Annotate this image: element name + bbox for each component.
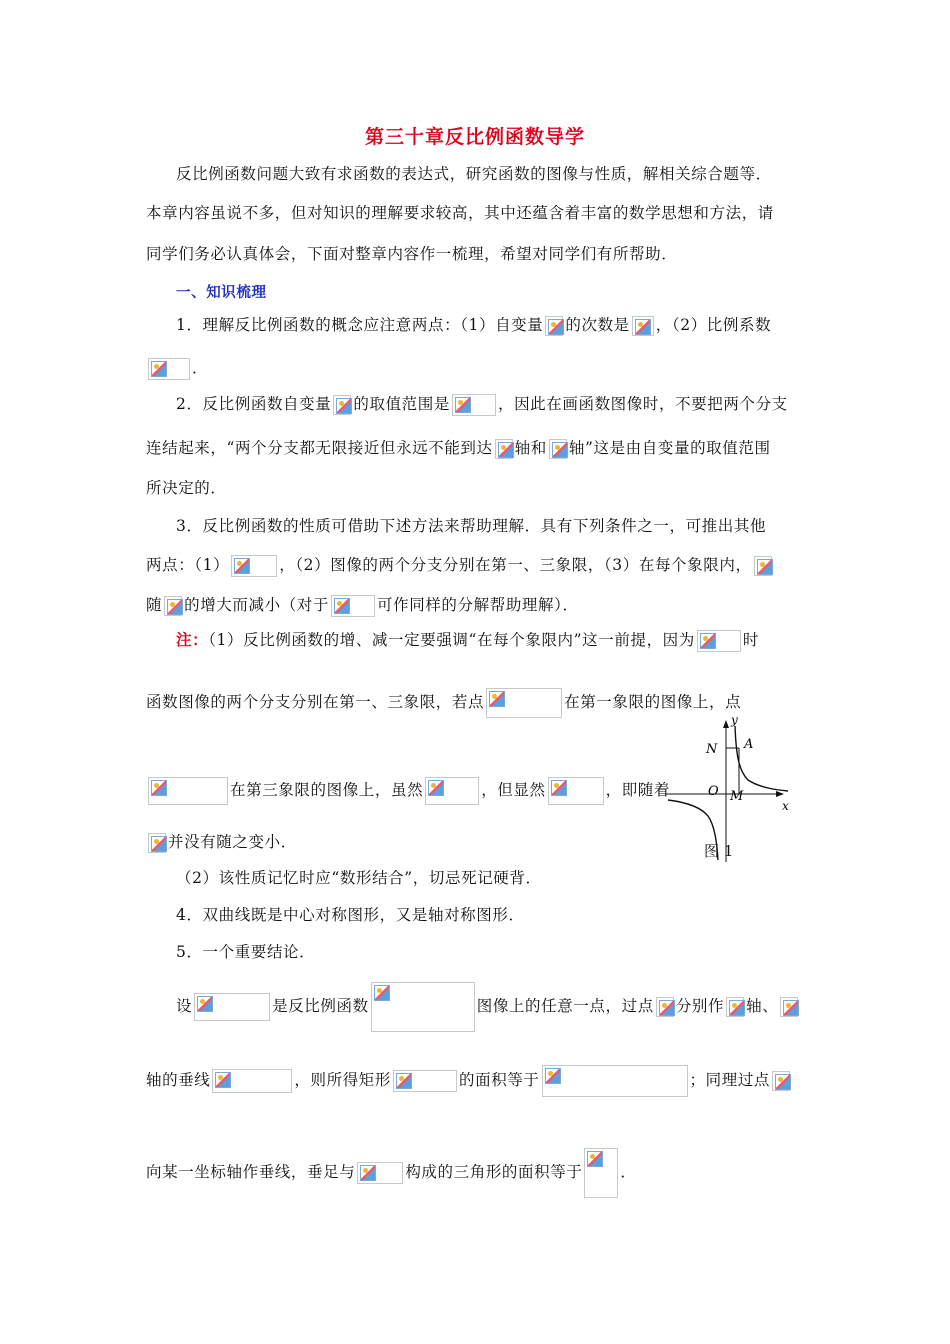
text-run: 构成的三角形的面积等于 bbox=[405, 1163, 583, 1181]
text-run: ，（2）图像的两个分支分别在第一、三象限，（3）在每个象限内， bbox=[279, 556, 752, 574]
note-line-2 bbox=[146, 686, 741, 718]
item-5-detail-line-3 bbox=[146, 1148, 637, 1180]
formula-image-inequality-x bbox=[425, 777, 479, 805]
image-placeholder-icon bbox=[197, 996, 213, 1012]
formula-image-x bbox=[164, 596, 182, 616]
formula-image-area-k bbox=[542, 1065, 688, 1097]
image-placeholder-icon bbox=[729, 1000, 745, 1016]
image-placeholder-icon bbox=[428, 780, 444, 796]
item-1-line-1 bbox=[176, 309, 771, 341]
image-placeholder-icon bbox=[775, 1074, 791, 1090]
formula-image-x bbox=[545, 316, 563, 336]
formula-image-perpendiculars bbox=[212, 1069, 292, 1093]
text-run: 在第三象限的图像上，虽然 bbox=[230, 781, 424, 799]
text-run: 轴的垂线 bbox=[146, 1071, 211, 1089]
formula-image-point-b bbox=[148, 777, 228, 805]
item-1-line-2 bbox=[146, 352, 208, 384]
formula-image-rectangle bbox=[393, 1070, 457, 1092]
text-run: 轴”这是由自变量的取值范围 bbox=[568, 439, 771, 457]
text-run: ，即随着 bbox=[605, 781, 671, 799]
x-axis-label: x bbox=[782, 799, 789, 813]
image-placeholder-icon bbox=[635, 319, 651, 335]
text-run: 并没有随之变小． bbox=[168, 833, 297, 851]
text-run: 的面积等于 bbox=[459, 1071, 540, 1089]
text-run: 随 bbox=[146, 596, 163, 614]
formula-image-x-axis bbox=[495, 439, 513, 459]
note-2-line: （2）该性质记忆时应“数形结合”，切忌死记硬背． bbox=[176, 869, 542, 887]
text-run: 函数图像的两个分支分别在第一、三象限，若点 bbox=[146, 693, 485, 711]
item-3-line-3 bbox=[146, 589, 579, 621]
hyperbola-branch-first-quadrant bbox=[735, 726, 788, 791]
image-placeholder-icon bbox=[548, 319, 564, 335]
image-placeholder-icon bbox=[234, 558, 250, 574]
text-run: 2．反比例函数自变量 bbox=[176, 395, 332, 413]
image-placeholder-icon bbox=[545, 1068, 561, 1084]
text-run: 轴、 bbox=[746, 997, 779, 1015]
formula-image-segment bbox=[357, 1162, 403, 1184]
point-m-label: M bbox=[730, 789, 744, 804]
formula-image-k-positive bbox=[697, 630, 741, 652]
formula-image-y bbox=[148, 833, 166, 853]
image-placeholder-icon bbox=[167, 599, 183, 615]
text-run: 的次数是 bbox=[565, 316, 630, 334]
formula-image-point-a bbox=[486, 688, 562, 718]
text-run: 连结起来，“两个分支都无限接近但永远不能到达 bbox=[146, 439, 493, 457]
formula-image-exponent bbox=[632, 316, 654, 336]
text-run: 时 bbox=[742, 631, 759, 649]
figure-caption: 图 1 bbox=[704, 842, 734, 860]
image-placeholder-icon bbox=[700, 633, 716, 649]
image-placeholder-icon bbox=[334, 598, 350, 614]
section-heading: 一、知识梳理 bbox=[176, 285, 267, 301]
image-placeholder-icon bbox=[498, 442, 514, 458]
formula-image-inequality-y bbox=[548, 777, 604, 805]
text-run: 的增大而减小（对于 bbox=[184, 596, 330, 614]
text-run: 设 bbox=[176, 997, 193, 1015]
text-run: ，但显然 bbox=[481, 781, 546, 799]
text-run: 图像上的任意一点，过点 bbox=[476, 997, 654, 1015]
text-run: 分别作 bbox=[675, 997, 725, 1015]
note-line-1 bbox=[176, 624, 759, 656]
image-placeholder-icon bbox=[551, 780, 567, 796]
y-axis-arrow-icon bbox=[723, 720, 729, 728]
formula-image-function bbox=[371, 982, 475, 1032]
image-placeholder-icon bbox=[215, 1072, 231, 1088]
text-run: 向某一坐标轴作垂线，垂足与 bbox=[146, 1163, 356, 1181]
item-5-detail-line-2 bbox=[146, 1064, 792, 1096]
formula-image-x-axis bbox=[726, 997, 744, 1017]
formula-image-point-p bbox=[194, 993, 270, 1021]
text-run: 可作同样的分解帮助理解）． bbox=[377, 596, 579, 614]
y-axis-label: y bbox=[731, 713, 738, 727]
item-3-line-2 bbox=[146, 549, 774, 581]
origin-label: O bbox=[708, 784, 719, 799]
formula-image-p bbox=[772, 1071, 790, 1091]
image-placeholder-icon bbox=[659, 1000, 675, 1016]
item-2-line-1 bbox=[176, 388, 788, 420]
point-n-label: N bbox=[706, 742, 718, 757]
text-run: ，因此在画函数图像时，不要把两个分支 bbox=[497, 395, 788, 413]
formula-image-y bbox=[754, 556, 772, 576]
image-placeholder-icon bbox=[396, 1073, 412, 1089]
formula-image-k-negative bbox=[331, 595, 375, 617]
image-placeholder-icon bbox=[374, 985, 390, 1001]
image-placeholder-icon bbox=[587, 1151, 603, 1167]
x-axis-arrow-icon bbox=[776, 791, 784, 797]
text-run: （1）反比例函数的增、减一定要强调“在每个象限内”这一前提，因为 bbox=[208, 631, 695, 649]
image-placeholder-icon bbox=[455, 397, 471, 413]
point-a-label: A bbox=[744, 737, 754, 752]
text-run: 两点：（1） bbox=[146, 556, 230, 574]
intro-line-1: 反比例函数问题大致有求函数的表达式，研究函数的图像与性质，解相关综合题等． bbox=[176, 165, 772, 183]
note-line-4 bbox=[146, 826, 297, 858]
item-2-line-3: 所决定的． bbox=[146, 479, 227, 497]
formula-image-k bbox=[148, 358, 190, 380]
item-4-line: 4．双曲线既是中心对称图形，又是轴对称图形． bbox=[176, 906, 525, 924]
text-run: ，则所得矩形 bbox=[294, 1071, 392, 1089]
item-5-line: 5．一个重要结论． bbox=[176, 943, 316, 961]
page-title: 第三十章反比例函数导学 bbox=[364, 126, 585, 148]
image-placeholder-icon bbox=[552, 442, 568, 458]
item-5-detail-line-1 bbox=[176, 982, 800, 1014]
image-placeholder-icon bbox=[336, 398, 352, 414]
image-placeholder-icon bbox=[757, 559, 773, 575]
text-run: ；同理过点 bbox=[689, 1071, 771, 1089]
text-run: 在第一象限的图像上，点 bbox=[564, 693, 742, 711]
formula-image-condition bbox=[231, 555, 277, 577]
image-placeholder-icon bbox=[783, 1000, 799, 1016]
text-run: ． bbox=[192, 359, 209, 377]
text-run: 1．理解反比例函数的概念应注意两点：（1）自变量 bbox=[176, 316, 544, 334]
image-placeholder-icon bbox=[151, 780, 167, 796]
intro-line-2: 本章内容虽说不多，但对知识的理解要求较高，其中还蕴含着丰富的数学思想和方法，请 bbox=[146, 204, 774, 222]
image-placeholder-icon bbox=[360, 1165, 376, 1181]
formula-image-half-k bbox=[584, 1148, 618, 1198]
formula-image-p bbox=[656, 997, 674, 1017]
image-placeholder-icon bbox=[151, 836, 167, 852]
text-run: 是反比例函数 bbox=[272, 997, 369, 1015]
text-run: 轴和 bbox=[514, 439, 547, 457]
text-run: ，（2）比例系数 bbox=[655, 316, 772, 334]
note-label: 注： bbox=[176, 630, 209, 649]
image-placeholder-icon bbox=[489, 691, 505, 707]
text-run: 的取值范围是 bbox=[353, 395, 450, 413]
image-placeholder-icon bbox=[151, 361, 167, 377]
text-run: ． bbox=[620, 1163, 637, 1181]
formula-image-x bbox=[333, 395, 351, 415]
item-3-line-1: 3．反比例函数的性质可借助下述方法来帮助理解．具有下列条件之一，可推出其他 bbox=[176, 517, 767, 535]
note-line-3 bbox=[146, 774, 670, 806]
formula-image-range bbox=[452, 394, 496, 416]
item-2-line-2 bbox=[146, 432, 771, 464]
formula-image-y-axis bbox=[549, 439, 567, 459]
formula-image-y-axis bbox=[780, 997, 798, 1017]
intro-line-3: 同学们务必认真体会，下面对整章内容作一梳理，希望对同学们有所帮助． bbox=[146, 245, 678, 263]
